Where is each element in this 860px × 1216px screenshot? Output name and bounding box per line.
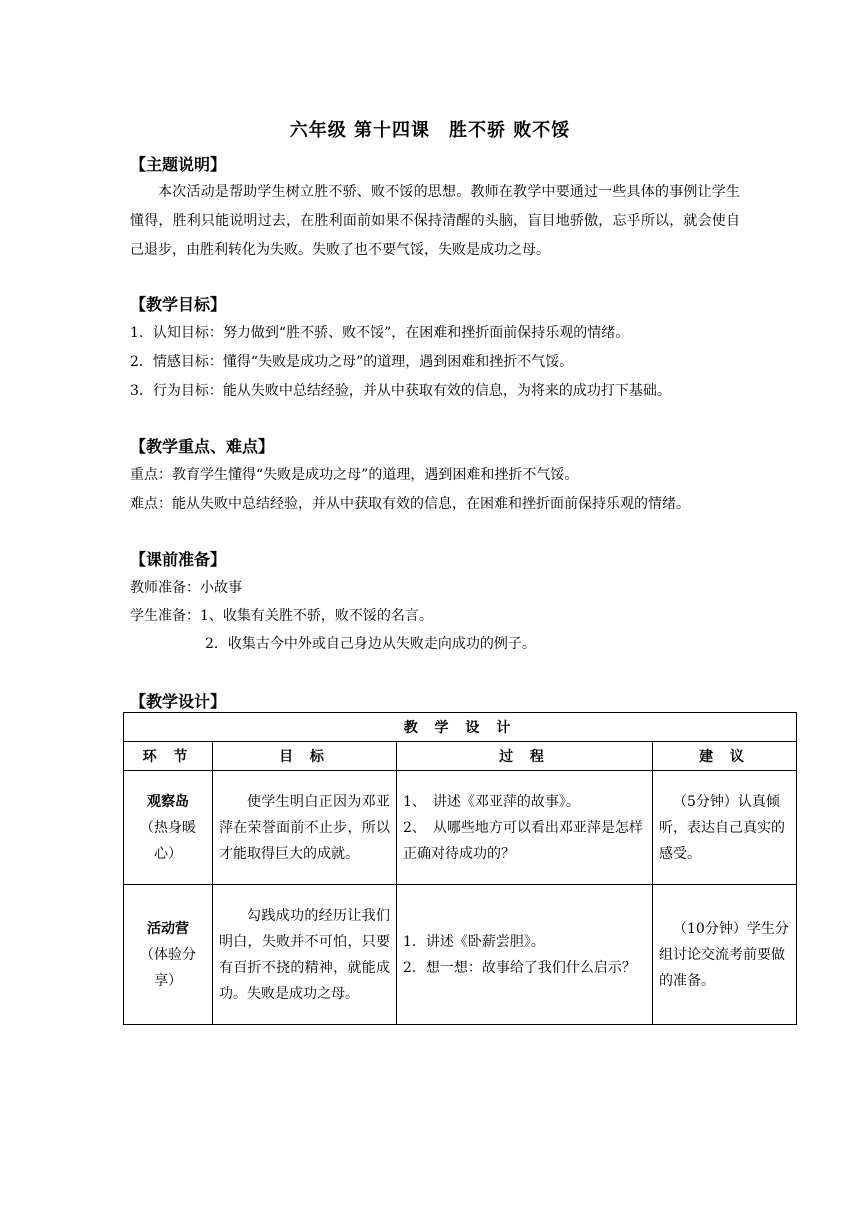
table-header-row: [124, 742, 797, 771]
segment-subtitle: （体验分享）: [140, 946, 196, 989]
table-caption: 教 学 设 计: [124, 713, 797, 742]
keypoint-focus: 重点：教育学生懂得“失败是成功之母”的道理，遇到困难和挫折不气馁。: [130, 467, 579, 483]
process-step: 1．讲述《卧薪尝胆》。: [403, 933, 545, 950]
segment-cell: [124, 885, 213, 1025]
prep-student-1: 学生准备：1、收集有关胜不骄，败不馁的名言。: [130, 608, 433, 624]
segment-subtitle: （热身暖心）: [140, 819, 196, 862]
column-header-segment: 环 节: [124, 742, 213, 771]
segment-name: 活动营: [147, 920, 189, 937]
column-header-goal: 目 标: [213, 742, 397, 771]
lesson-design-table: [123, 712, 797, 1025]
prep-student-2: 2．收集古今中外或自己身边从失败走向成功的例子。: [205, 636, 536, 652]
column-header-advice: 建 议: [653, 742, 797, 771]
goal-item-1: 1．认知目标：努力做到“胜不骄、败不馁”，在困难和挫折面前保持乐观的情绪。: [130, 325, 630, 341]
advice-cell: （5分钟）认真倾听，表达自己真实的感受。: [653, 771, 797, 885]
prep-teacher: 教师准备：小故事: [130, 580, 242, 596]
keypoints-heading: 【教学重点、难点】: [130, 437, 275, 456]
process-step: 1、 讲述《邓亚萍的故事》。: [403, 793, 580, 810]
process-step: 2．想一想：故事给了我们什么启示？: [403, 959, 636, 976]
keypoint-difficulty: 难点：能从失败中总结经验，并从中获取有效的信息，在困难和挫折面前保持乐观的情绪。: [130, 496, 690, 512]
process-cell: [397, 771, 653, 885]
column-header-process: 过 程: [397, 742, 653, 771]
goals-heading: 【教学目标】: [130, 295, 227, 314]
segment-cell: [124, 771, 213, 885]
theme-paragraph: 本次活动是帮助学生树立胜不骄、败不馁的思想。教师在教学中要通过一些具体的事例让学生懂得，胜利只能说明过去，在胜利面前如果不保持清醒的头脑，盲目地骄傲，忘乎所以，就会使自己退步，由胜利转化为失败。失败了也不要气馁，失败是成功之母。: [130, 184, 740, 258]
table-row: [124, 771, 797, 885]
table-row: [124, 885, 797, 1025]
segment-name: 观察岛: [147, 793, 189, 810]
page-title: 六年级 第十四课 胜不骄 败不馁: [289, 120, 571, 141]
design-heading: 【教学设计】: [130, 692, 227, 711]
goal-cell: 使学生明白正因为邓亚萍在荣誉面前不止步，所以才能取得巨大的成就。: [213, 771, 397, 885]
goal-item-2: 2．情感目标：懂得“失败是成功之母”的道理，遇到困难和挫折不气馁。: [130, 354, 574, 370]
process-cell: [397, 885, 653, 1025]
goal-cell: 勾践成功的经历让我们明白，失败并不可怕，只要有百折不挠的精神，就能成功。失败是成功之母。: [213, 885, 397, 1025]
theme-heading: 【主题说明】: [130, 155, 227, 174]
prep-heading: 【课前准备】: [130, 550, 227, 569]
goal-item-3: 3．行为目标：能从失败中总结经验，并从中获取有效的信息，为将来的成功打下基础。: [130, 383, 671, 399]
process-step: 2、 从哪些地方可以看出邓亚萍是怎样正确对待成功的？: [403, 819, 643, 862]
advice-cell: （10分钟）学生分组讨论交流考前要做的准备。: [653, 885, 797, 1025]
